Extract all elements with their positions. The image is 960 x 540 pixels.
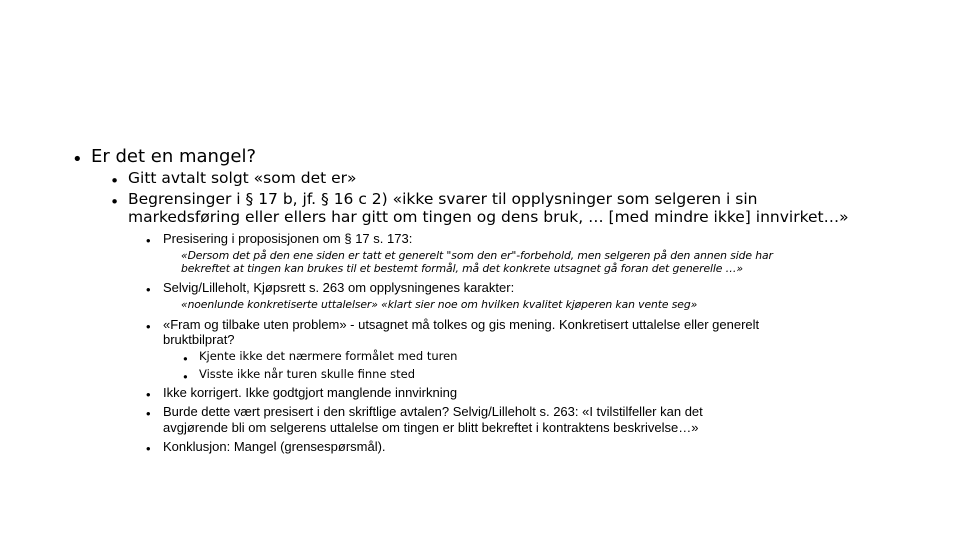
point-begrensinger-line2: markedsføring eller ellers har gitt om tingen og dens bruk, … [med mindre ikke] innvirket…» <box>128 208 849 226</box>
point-selvig-lilleholt: Selvig/Lilleholt, Kjøpsrett s. 263 om opplysningenes karakter: <box>163 280 515 295</box>
point-fram-og-tilbake-line1: «Fram og tilbake uten problem» - utsagnet må tolkes og gis mening. Konkretisert uttalelse eller generelt <box>163 317 760 332</box>
main-question: Er det en mangel? <box>91 146 257 167</box>
point-ikke-korrigert: Ikke korrigert. Ikke godtgjort manglende innvirkning <box>163 385 458 400</box>
point-visste-ikke: Visste ikke når turen skulle finne sted <box>199 367 416 381</box>
bullet-point: • <box>182 352 189 366</box>
bullet-point: • <box>110 193 120 211</box>
quote-selvig: «noenlunde konkretiserte uttalelser» «klart sier noe om hvilken kvalitet kjøperen kan vente seg» <box>181 298 698 311</box>
point-gitt-avtalt: Gitt avtalt solgt «som det er» <box>128 169 357 187</box>
bullet-point: • <box>146 406 151 421</box>
bullet-point: • <box>146 387 151 402</box>
point-konklusjon: Konklusjon: Mangel (grensespørsmål). <box>163 439 386 454</box>
bullet-point: • <box>182 370 189 384</box>
point-begrensinger-line1: Begrensinger i § 17 b, jf. § 16 c 2) «ikke svarer til opplysninger som selgeren i sin <box>128 190 758 208</box>
quote-proposisjon-line2: bekreftet at tingen kan brukes til et bestemt formål, må det konkrete utsagnet gå foran det generelle …» <box>181 262 743 275</box>
point-kjente-ikke: Kjente ikke det nærmere formålet med turen <box>199 349 458 363</box>
bullet-point: • <box>110 172 120 190</box>
bullet-point: • <box>146 282 151 297</box>
point-burde-line2: avgjørende bli om selgerens uttalelse om tingen er blitt bekreftet i kontraktens beskrivelse…» <box>163 420 699 435</box>
bullet-point: • <box>146 441 151 456</box>
bullet-point: • <box>146 233 151 248</box>
point-fram-og-tilbake-line2: bruktbilprat? <box>163 332 235 347</box>
quote-proposisjon-line1: «Dersom det på den ene siden er tatt et generelt "som den er"-forbehold, men selgeren på den annen side har <box>181 249 773 262</box>
bullet-point: • <box>146 319 151 334</box>
point-presisering: Presisering i proposisjonen om § 17 s. 173: <box>163 231 413 246</box>
bullet-point: • <box>72 149 83 170</box>
point-burde-line1: Burde dette vært presisert i den skriftlige avtalen? Selvig/Lilleholt s. 263: «I tvilstilfeller kan det <box>163 404 703 419</box>
